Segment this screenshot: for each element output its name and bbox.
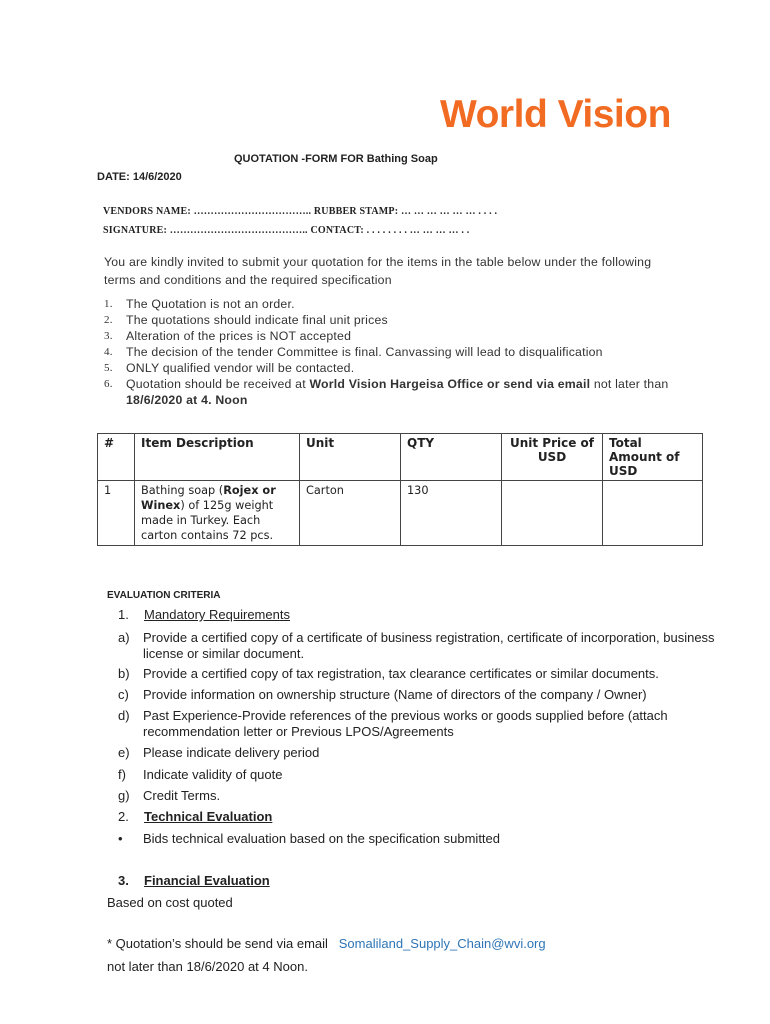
table-header-row bbox=[98, 434, 703, 481]
row-qty: 130 bbox=[401, 481, 502, 546]
list-item: d) Past Experience-Provide references of the previous works or goods supplied before (attach recommendation letter or Previous LPOS/Agreements bbox=[118, 708, 668, 739]
list-item: 5. ONLY qualified vendor will be contacted. bbox=[104, 361, 355, 375]
deadline-note: not later than 18/6/2020 at 4 Noon. bbox=[107, 959, 308, 974]
list-item: c) Provide information on ownership structure (Name of directors of the company / Owner) bbox=[118, 687, 647, 702]
list-item: • Bids technical evaluation based on the specification submitted bbox=[118, 831, 500, 846]
financial-evaluation-heading: 3. Financial Evaluation bbox=[118, 873, 270, 888]
items-table bbox=[97, 433, 703, 546]
world-vision-logo: World Vision bbox=[440, 93, 671, 136]
form-date: DATE: 14/6/2020 bbox=[97, 171, 182, 183]
col-item-description: Item Description bbox=[135, 434, 300, 481]
list-item: 2. The quotations should indicate final unit prices bbox=[104, 313, 388, 327]
row-description: Bathing soap (Rojex or Winex) of 125g weight made in Turkey. Each carton contains 72 pcs. bbox=[135, 481, 300, 546]
col-number: # bbox=[98, 434, 135, 481]
list-item: 4. The decision of the tender Committee is final. Canvassing will lead to disqualification bbox=[104, 345, 603, 359]
total-amount-input[interactable] bbox=[603, 481, 703, 546]
list-item: e) Please indicate delivery period bbox=[118, 745, 320, 760]
list-item: 6. Quotation should be received at World Vision Hargeisa Office or send via email not later than 18/6/2020 at 4. Noon bbox=[104, 377, 669, 407]
table-row bbox=[98, 481, 703, 546]
col-total-amount: Total Amount of USD bbox=[603, 434, 703, 481]
financial-evaluation-text: Based on cost quoted bbox=[107, 895, 233, 910]
col-unit: Unit bbox=[300, 434, 401, 481]
col-unit-price: Unit Price of USD bbox=[502, 434, 603, 481]
technical-evaluation-heading: 2. Technical Evaluation bbox=[118, 809, 273, 824]
list-item: g) Credit Terms. bbox=[118, 788, 221, 803]
unit-price-input[interactable] bbox=[502, 481, 603, 546]
evaluation-heading: EVALUATION CRITERIA bbox=[107, 590, 221, 601]
vendor-name-line: VENDORS NAME: …………………………….. RUBBER STAMP: … … … … … … . . . . bbox=[103, 206, 498, 217]
mandatory-requirements-heading: 1. Mandatory Requirements bbox=[118, 607, 290, 622]
list-item: b) Provide a certified copy of tax registration, tax clearance certificates or similar documents. bbox=[118, 666, 659, 681]
list-item: 3. Alteration of the prices is NOT accepted bbox=[104, 329, 352, 343]
list-item: a) Provide a certified copy of a certificate of business registration, certificate of incorporation, business license or similar document. bbox=[118, 630, 715, 661]
list-item: f) Indicate validity of quote bbox=[118, 767, 283, 782]
form-title: QUOTATION -FORM FOR Bathing Soap bbox=[234, 153, 438, 165]
terms-list bbox=[104, 296, 744, 408]
col-qty: QTY bbox=[401, 434, 502, 481]
row-unit: Carton bbox=[300, 481, 401, 546]
row-number: 1 bbox=[98, 481, 135, 546]
email-link[interactable]: Somaliland_Supply_Chain@wvi.org bbox=[338, 936, 546, 951]
bullet-icon: • bbox=[118, 831, 123, 846]
intro-paragraph: You are kindly invited to submit your quotation for the items in the table below under the following terms and conditions and the required specification bbox=[104, 255, 652, 287]
signature-line: SIGNATURE: ………………………………….. CONTACT: . . . . . . . . … … … … . . bbox=[103, 225, 470, 236]
list-item: 1. The Quotation is not an order. bbox=[104, 297, 295, 311]
email-instruction: * Quotation’s should be send via email Somaliland_Supply_Chain@wvi.org bbox=[107, 936, 546, 951]
